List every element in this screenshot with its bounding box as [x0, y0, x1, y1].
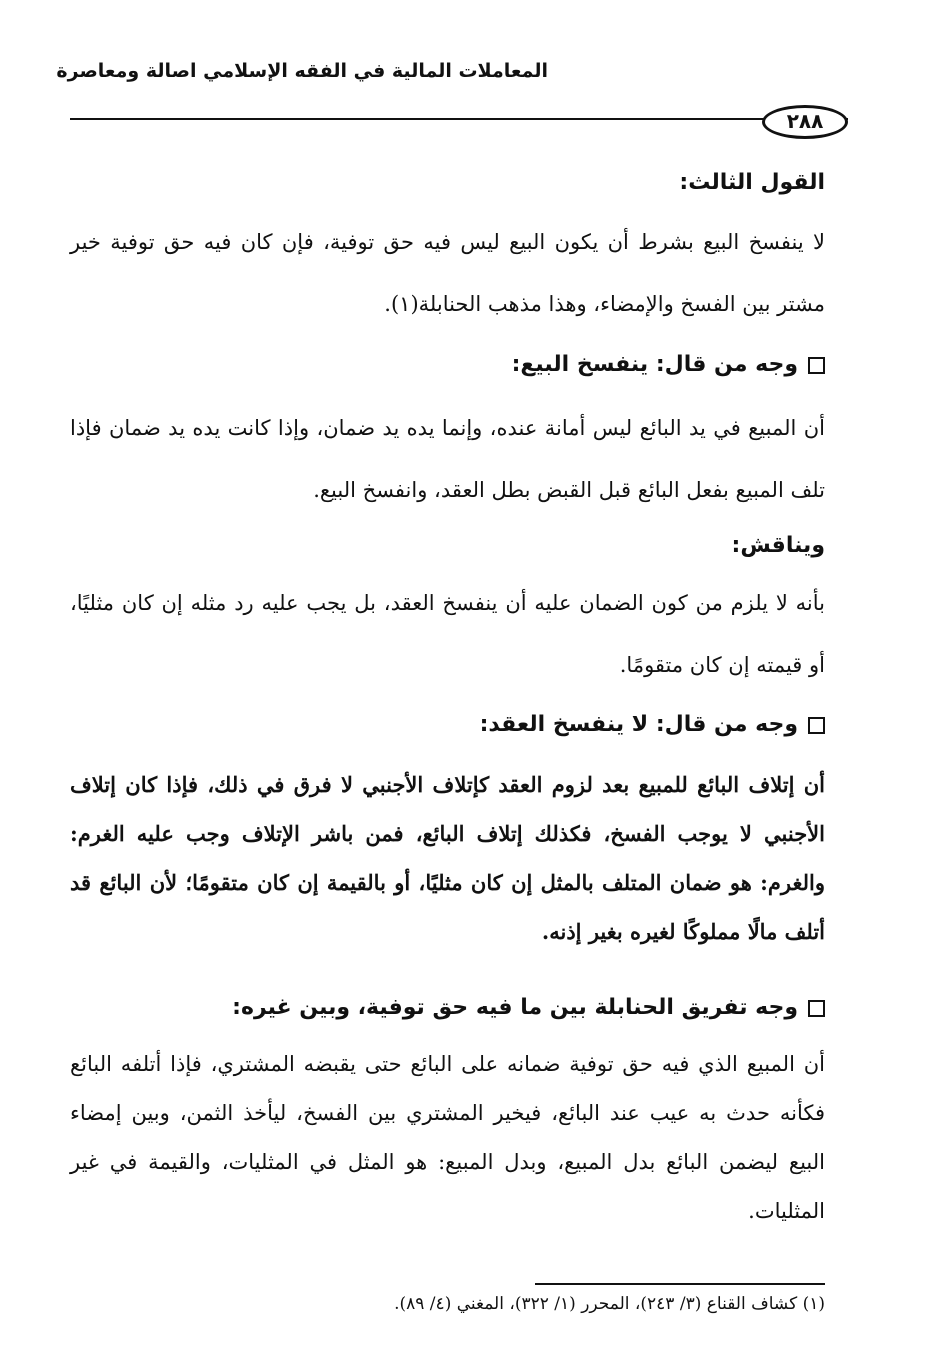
square-bullet-icon	[808, 1000, 825, 1017]
section-paragraph-hanbali-distinction: أن المبيع الذي فيه حق توفية ضمانه على البائع حتى يقبضه المشتري، فإذا أتلفه البائع فكأنه حدث به عيب عند البائع، فيخير المشتري بين الفسخ، ليأخذ الثمن، وبين إمضاء البيع ليضمن البائع بدل المبيع، وبدل المبيع: هو المثل في المثليات، والقيمة في غير المثليات.	[70, 1052, 825, 1223]
section-heading-contract-void	[512, 352, 825, 377]
footnote: (١) كشاف القناع (٣/ ٢٤٣)، المحرر (١/ ٣٢٢)، المغني (٤/ ٨٩).	[394, 1294, 825, 1314]
square-bullet-icon	[808, 717, 825, 734]
section-heading-contract-not-void	[480, 712, 825, 737]
header-rule	[70, 118, 848, 120]
section-paragraph-contract-void: أن المبيع في يد البائع ليس أمانة عنده، وإنما يده يد ضمان، وإذا كانت يده يد ضمان فإذا تلف المبيع بفعل البائع قبل القبض بطل العقد، وانفسخ البيع.	[70, 416, 825, 502]
heading-text: وجه من قال: ينفسخ البيع:	[511, 352, 798, 377]
section-paragraph-rebuttal: بأنه لا يلزم من كون الضمان عليه أن ينفسخ العقد، بل يجب عليه رد مثله إن كان مثليًا، أو قيمته إن كان متقومًا.	[70, 591, 825, 677]
heading-text: وجه تفريق الحنابلة بين ما فيه حق توفية، وبين غيره:	[232, 995, 798, 1020]
footnote-rule	[535, 1283, 825, 1285]
square-bullet-icon	[808, 357, 825, 374]
running-title: المعاملات المالية في الفقه الإسلامي اصالة ومعاصرة	[56, 60, 548, 82]
section-paragraph-contract-not-void: أن إتلاف البائع للمبيع بعد لزوم العقد كإتلاف الأجنبي لا فرق في ذلك، فإذا كان إتلاف الأجنبي لا يوجب الفسخ، فكذلك إتلاف البائع، فمن باشر الإتلاف وجب عليه الغرم: والغرم: هو ضمان المتلف بالمثل إن كان مثليًا، أو بالقيمة إن كان متقومًا؛ لأن البائع قد أتلف مالًا مملوكًا لغيره بغير إذنه.	[70, 772, 825, 944]
section-paragraph-third-opinion: لا ينفسخ البيع بشرط أن يكون البيع ليس فيه حق توفية، فإن كان فيه حق توفية خير مشتر بين الفسخ والإمضاء، وهذا مذهب الحنابلة(١).	[70, 230, 825, 316]
heading-text: وجه من قال: لا ينفسخ العقد:	[479, 712, 798, 737]
section-heading-hanbali-distinction	[232, 995, 825, 1020]
section-heading-third-opinion: القول الثالث:	[679, 170, 825, 195]
section-heading-rebuttal: ويناقش:	[731, 533, 825, 558]
page-number: ٢٨٨	[762, 105, 848, 139]
